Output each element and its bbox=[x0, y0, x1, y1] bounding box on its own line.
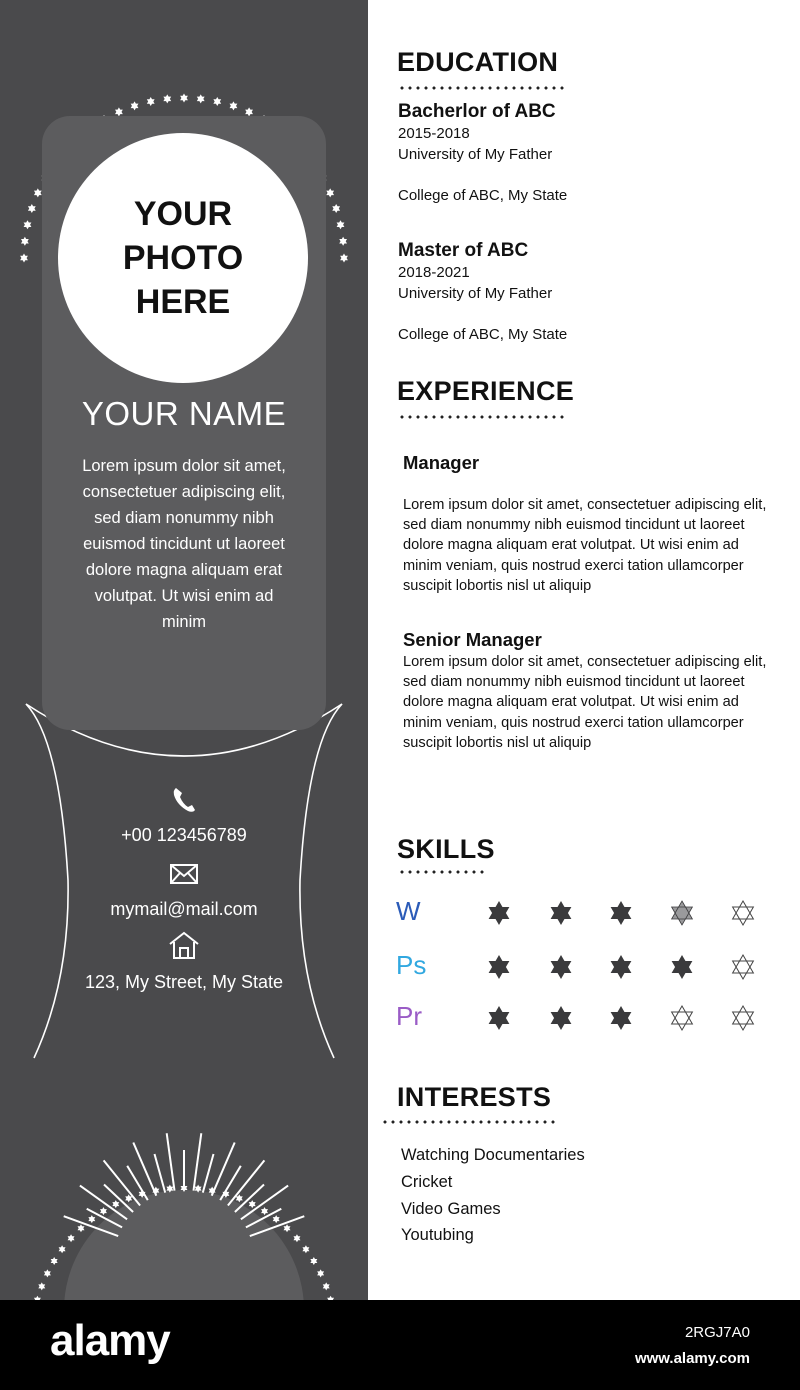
decor-star bbox=[51, 1257, 58, 1265]
contact-frame-right-curve bbox=[300, 704, 342, 1058]
experience-line: suscipit lobortis nisl ut aliquip bbox=[403, 577, 592, 594]
contact-phone[interactable]: +00 123456789 bbox=[121, 825, 247, 845]
rating-star bbox=[608, 954, 634, 980]
education-title: EDUCATION bbox=[397, 47, 559, 77]
experience-line: sed diam nonummy nibh euismod tincidunt ut laoreet bbox=[403, 674, 745, 691]
bottom-sun-circle bbox=[64, 1190, 304, 1300]
decor-star bbox=[38, 1282, 45, 1290]
rating-star bbox=[608, 900, 634, 926]
sun-ray bbox=[155, 1154, 166, 1193]
rating-star bbox=[669, 954, 695, 980]
rating-star bbox=[730, 900, 756, 926]
experience-role-1: Manager bbox=[403, 452, 480, 473]
experience-line: dolore magna aliquam erat volutpat. Ut wisi enim ad bbox=[403, 694, 739, 711]
interest-item: Cricket bbox=[401, 1173, 453, 1191]
education-degree-2: Master of ABC bbox=[398, 240, 529, 261]
decor-star bbox=[180, 94, 188, 103]
decor-star bbox=[59, 1245, 66, 1253]
rating-star bbox=[669, 900, 695, 926]
decor-star bbox=[302, 1245, 309, 1253]
watermark-footer bbox=[0, 1300, 800, 1390]
premiere-icon: Pr bbox=[396, 1001, 422, 1031]
experience-role-2: Senior Manager bbox=[403, 629, 542, 650]
education-university-1: University of My Father bbox=[398, 146, 553, 163]
rating-star bbox=[669, 1005, 695, 1031]
decor-star bbox=[339, 237, 347, 246]
decor-star bbox=[310, 1257, 317, 1265]
rating-star bbox=[486, 1005, 512, 1031]
skill-row-photoshop bbox=[396, 950, 776, 990]
decor-star bbox=[230, 101, 238, 110]
decor-star bbox=[44, 1269, 51, 1277]
contact-email[interactable]: mymail@mail.com bbox=[110, 899, 258, 919]
experience-line: minim veniam, quis nostrud exerci tation ullamcorper bbox=[403, 714, 744, 731]
contact-address: 123, My Street, My State bbox=[84, 972, 284, 992]
home-icon bbox=[164, 930, 204, 960]
decor-star bbox=[163, 94, 171, 103]
education-years-1: 2015-2018 bbox=[398, 125, 470, 142]
photo-placeholder[interactable] bbox=[58, 133, 308, 383]
rating-star bbox=[486, 954, 512, 980]
rating-star bbox=[730, 954, 756, 980]
decor-star bbox=[284, 1224, 291, 1232]
skills-title: SKILLS bbox=[397, 834, 495, 864]
decor-star bbox=[197, 94, 205, 103]
sun-ray bbox=[212, 1143, 235, 1196]
decor-star bbox=[24, 220, 32, 229]
experience-description-2 bbox=[403, 652, 800, 753]
decor-star bbox=[323, 1282, 330, 1290]
interest-item: Youtubing bbox=[401, 1226, 474, 1244]
decor-star bbox=[100, 1207, 107, 1215]
footer-image-id: 2RGJ7A0 bbox=[684, 1324, 750, 1341]
decor-star bbox=[34, 188, 42, 197]
word-icon: W bbox=[396, 896, 421, 926]
decor-star bbox=[332, 204, 340, 213]
education-university-2: University of My Father bbox=[398, 285, 553, 302]
decor-star bbox=[317, 1269, 324, 1277]
footer-url[interactable]: www.alamy.com bbox=[634, 1350, 750, 1367]
interest-item: Watching Documentaries bbox=[401, 1146, 585, 1164]
experience-description-1 bbox=[403, 495, 800, 596]
profile-name: YOUR NAME bbox=[81, 395, 287, 432]
decor-star bbox=[261, 1207, 268, 1215]
sun-ray bbox=[104, 1160, 141, 1205]
education-years-2: 2018-2021 bbox=[398, 264, 470, 281]
sun-ray bbox=[228, 1160, 265, 1205]
interests-divider bbox=[381, 1120, 557, 1124]
skill-row-word bbox=[396, 896, 776, 936]
rating-star bbox=[608, 1005, 634, 1031]
experience-line: Lorem ipsum dolor sit amet, consectetuer adipiscing elit, bbox=[403, 497, 767, 513]
decor-star bbox=[340, 254, 348, 263]
phone-icon bbox=[164, 785, 204, 815]
decor-star bbox=[131, 101, 139, 110]
decor-star bbox=[112, 1200, 119, 1208]
decor-star bbox=[249, 1200, 256, 1208]
decor-star bbox=[245, 107, 253, 116]
decor-star bbox=[115, 107, 123, 116]
decor-star bbox=[213, 97, 221, 106]
experience-line: suscipit lobortis nisl ut aliquip bbox=[403, 734, 592, 751]
experience-line: sed diam nonummy nibh euismod tincidunt ut laoreet bbox=[403, 517, 745, 534]
experience-line: minim veniam, quis nostrud exerci tation ullamcorper bbox=[403, 557, 744, 574]
sun-ray bbox=[203, 1154, 214, 1193]
rating-star bbox=[548, 1005, 574, 1031]
education-divider bbox=[398, 86, 568, 90]
decor-star bbox=[326, 188, 334, 197]
decor-star bbox=[20, 254, 28, 263]
decor-star bbox=[78, 1224, 85, 1232]
skills-divider bbox=[398, 870, 486, 874]
sun-ray bbox=[167, 1133, 175, 1190]
mail-icon bbox=[164, 860, 204, 890]
photoshop-icon: Ps bbox=[396, 950, 427, 980]
interest-item: Video Games bbox=[401, 1200, 501, 1218]
footer-logo: alamy bbox=[50, 1316, 170, 1365]
rating-star bbox=[730, 1005, 756, 1031]
education-college-1: College of ABC, My State bbox=[398, 187, 568, 204]
experience-line: Lorem ipsum dolor sit amet, consectetuer adipiscing elit, bbox=[403, 654, 767, 670]
decor-star bbox=[147, 97, 155, 106]
skill-row-premiere bbox=[396, 1001, 776, 1041]
rating-star bbox=[548, 954, 574, 980]
sidebar bbox=[0, 0, 368, 1300]
experience-divider bbox=[398, 415, 568, 419]
education-degree-1: Bacherlor of ABC bbox=[398, 101, 556, 122]
photo-placeholder-text: YOUR PHOTO HERE bbox=[122, 195, 244, 321]
decor-star bbox=[68, 1234, 75, 1242]
decor-star bbox=[28, 204, 36, 213]
contact-frame-left-curve bbox=[26, 704, 68, 1058]
decor-star bbox=[293, 1234, 300, 1242]
experience-title: EXPERIENCE bbox=[397, 376, 575, 406]
education-college-2: College of ABC, My State bbox=[398, 326, 568, 343]
interests-title: INTERESTS bbox=[397, 1082, 552, 1112]
decor-star bbox=[88, 1215, 95, 1223]
sun-ray bbox=[194, 1133, 202, 1190]
rating-star bbox=[548, 900, 574, 926]
decor-star bbox=[21, 237, 29, 246]
experience-line: dolore magna aliquam erat volutpat. Ut wisi enim ad bbox=[403, 537, 739, 554]
decor-star bbox=[337, 220, 345, 229]
sun-ray bbox=[133, 1143, 156, 1196]
decor-star bbox=[273, 1215, 280, 1223]
rating-star bbox=[486, 900, 512, 926]
profile-summary: Lorem ipsum dolor sit amet, consectetuer adipiscing elit, sed diam nonummy nibh euismod tincidunt ut laoreet dolore magna aliquam erat volutpat. Ut wisi enim ad minim bbox=[82, 457, 286, 631]
